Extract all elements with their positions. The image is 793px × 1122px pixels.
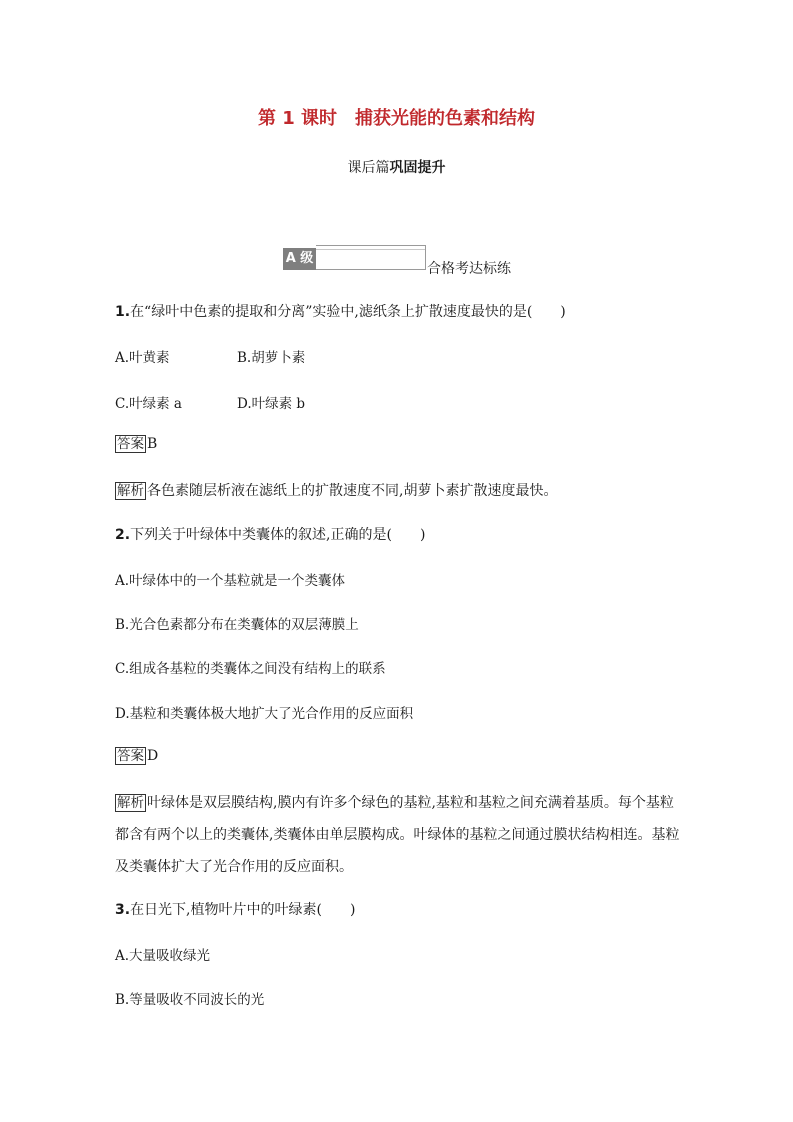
q2-analysis-line-1: 叶绿体是双层膜结构,膜内有许多个绿色的基粒,基粒和基粒之间充满着基质。每个基粒 — [147, 795, 674, 811]
question-3-text: 在日光下,植物叶片中的叶绿素( ) — [130, 902, 356, 918]
q1-option-d: D.叶绿素 b — [237, 396, 306, 412]
question-1-number: 1. — [115, 304, 131, 320]
q2-answer — [115, 747, 158, 765]
q2-option-c: C.组成各基粒的类囊体之间没有结构上的联系 — [115, 661, 386, 677]
question-3 — [115, 899, 355, 919]
q1-option-c: C.叶绿素 a — [115, 396, 182, 412]
answer-tag: 答案 — [117, 748, 144, 764]
level-label: 合格考达标练 — [427, 261, 511, 277]
question-1 — [115, 301, 566, 321]
question-2-text: 下列关于叶绿体中类囊体的叙述,正确的是( ) — [130, 527, 426, 543]
q1-analysis — [115, 480, 557, 500]
question-2-number: 2. — [115, 527, 131, 543]
q2-analysis — [115, 792, 674, 812]
q2-analysis-line-3: 及类囊体扩大了光合作用的反应面积。 — [115, 859, 353, 875]
q3-option-a: A.大量吸收绿光 — [115, 948, 211, 964]
q2-option-a: A.叶绿体中的一个基粒就是一个类囊体 — [115, 573, 346, 589]
q1-analysis-text: 各色素随层析液在滤纸上的扩散速度不同,胡萝卜素扩散速度最快。 — [147, 483, 558, 499]
q1-option-a: A.叶黄素 — [115, 350, 170, 366]
q1-answer — [115, 435, 157, 453]
level-box — [316, 245, 426, 270]
question-3-number: 3. — [115, 902, 131, 918]
q1-answer-value: B — [147, 436, 158, 452]
analysis-tag: 解析 — [117, 483, 144, 499]
question-2 — [115, 524, 425, 544]
q1-option-b: B.胡萝卜素 — [237, 350, 306, 366]
q2-option-d: D.基粒和类囊体极大地扩大了光合作用的反应面积 — [115, 706, 414, 722]
page-subtitle — [0, 157, 793, 177]
page-title: 第 1 课时 捕获光能的色素和结构 — [257, 108, 536, 129]
q2-answer-value: D — [147, 748, 159, 764]
answer-tag: 答案 — [117, 436, 144, 452]
analysis-tag: 解析 — [117, 795, 144, 811]
q2-option-b: B.光合色素都分布在类囊体的双层薄膜上 — [115, 617, 359, 633]
subtitle-bold: 巩固提升 — [389, 160, 446, 176]
question-1-text: 在“绿叶中色素的提取和分离”实验中,滤纸条上扩散速度最快的是( ) — [130, 304, 566, 320]
q3-option-b: B.等量吸收不同波长的光 — [115, 992, 265, 1008]
subtitle-plain: 课后篇 — [347, 160, 390, 176]
q2-analysis-line-2: 都含有两个以上的类囊体,类囊体由单层膜构成。叶绿体的基粒之间通过膜状结构相连。基粒 — [115, 827, 680, 843]
level-badge: A 级 — [283, 248, 316, 270]
